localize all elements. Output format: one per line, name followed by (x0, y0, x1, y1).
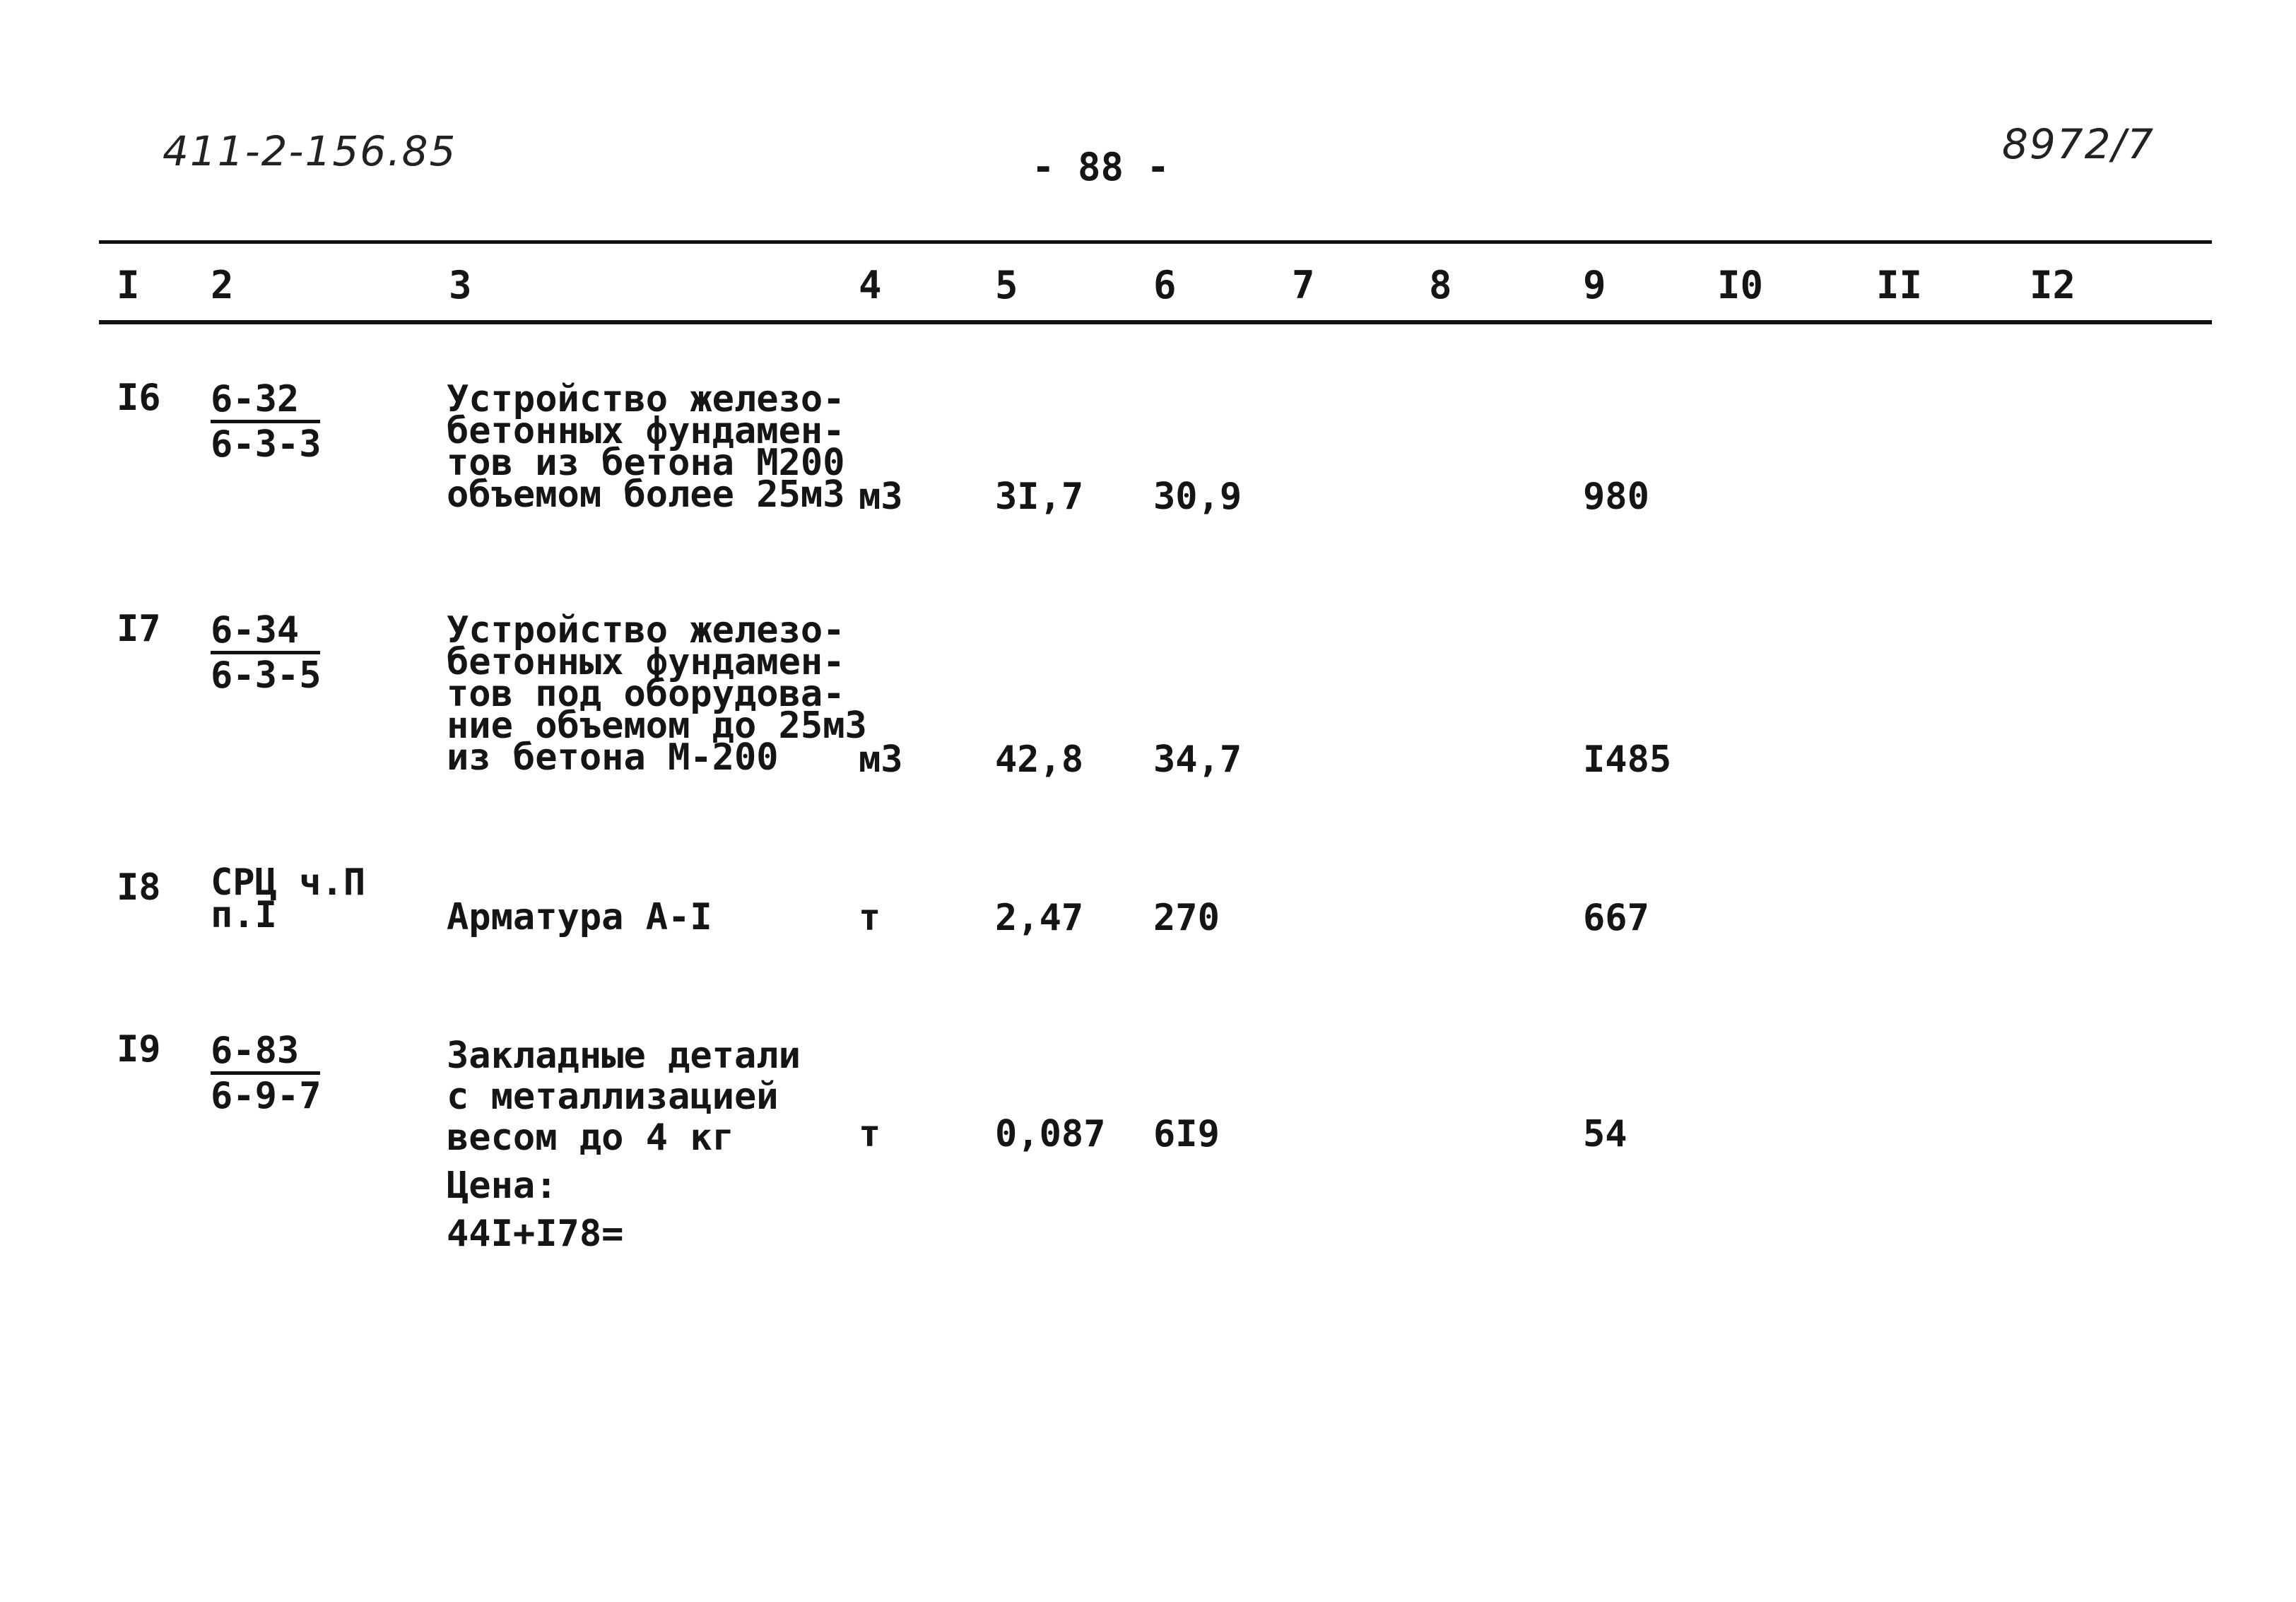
total-cost: 980 (1583, 476, 1649, 518)
norm-code (211, 1030, 322, 1117)
quantity: 3I,7 (995, 476, 1084, 518)
column-number: I2 (2030, 263, 2076, 307)
sheet-reference: 8972/7 (2001, 120, 2155, 168)
price-label: Цена: (447, 1165, 558, 1207)
description-line: Устройство железо- (447, 609, 845, 652)
total-cost: I485 (1583, 738, 1672, 781)
unit: м3 (859, 476, 903, 518)
description-line: из бетона М-200 (447, 736, 779, 779)
column-number: 2 (211, 263, 234, 307)
norm-code-top: СРЦ ч.П (211, 861, 366, 904)
unit-cost: 34,7 (1153, 738, 1242, 781)
description-line: бетонных фундамен- (447, 410, 845, 452)
table-top-rule (99, 240, 2212, 244)
description-line: объемом более 25м3 (447, 473, 845, 516)
description-line: Арматура А-I (447, 896, 712, 938)
header-bottom-rule (99, 320, 2212, 324)
description-line: тов под оборудова- (447, 673, 845, 715)
work-description (447, 378, 845, 516)
column-number: 4 (859, 263, 882, 307)
column-number: 8 (1429, 263, 1452, 307)
norm-code (211, 861, 366, 936)
quantity: 2,47 (995, 897, 1084, 939)
unit: т (859, 1113, 881, 1155)
description-line: тов из бетона М200 (447, 442, 845, 484)
norm-code (211, 378, 322, 466)
quantity: 42,8 (995, 738, 1084, 781)
work-description (447, 896, 712, 938)
work-description (447, 609, 867, 779)
unit-cost: 270 (1153, 897, 1220, 939)
norm-code-top: 6-34 (211, 610, 320, 654)
norm-code-top: 6-32 (211, 379, 320, 423)
price-formula: 44I+I78= (447, 1213, 624, 1255)
norm-code-bottom: 6-3-5 (211, 654, 322, 697)
total-cost: 667 (1583, 897, 1649, 939)
description-line: с металлизацией (447, 1076, 779, 1118)
row-number: I6 (117, 377, 161, 419)
unit-cost: 30,9 (1153, 476, 1242, 518)
norm-code-bottom: п.I (211, 894, 277, 936)
total-cost: 54 (1583, 1113, 1627, 1155)
column-number: I (117, 263, 140, 307)
description-line: бетонных фундамен- (447, 641, 845, 683)
column-number: 3 (449, 263, 472, 307)
column-number: 6 (1153, 263, 1177, 307)
description-line: Закладные детали (447, 1035, 801, 1077)
column-number: 7 (1292, 263, 1315, 307)
norm-code-bottom: 6-9-7 (211, 1075, 322, 1117)
norm-code (211, 609, 322, 697)
row-number: I7 (117, 608, 161, 650)
column-number: 5 (995, 263, 1018, 307)
work-description (447, 1035, 801, 1254)
quantity: 0,087 (995, 1113, 1106, 1155)
document-code: 411-2-156.85 (163, 127, 457, 175)
column-number: I0 (1717, 263, 1764, 307)
row-number: I8 (117, 866, 161, 909)
description-line: ние объемом до 25м3 (447, 705, 867, 747)
unit-cost: 6I9 (1153, 1113, 1220, 1155)
column-number: II (1876, 263, 1923, 307)
norm-code-top: 6-83 (211, 1030, 320, 1075)
norm-code-bottom: 6-3-3 (211, 423, 322, 466)
row-number: I9 (117, 1028, 161, 1071)
column-number: 9 (1583, 263, 1606, 307)
description-line: весом до 4 кг (447, 1117, 734, 1159)
unit: м3 (859, 738, 903, 781)
page-number: - 88 - (1032, 145, 1170, 189)
description-line: Устройство железо- (447, 378, 845, 420)
unit: т (859, 897, 881, 939)
